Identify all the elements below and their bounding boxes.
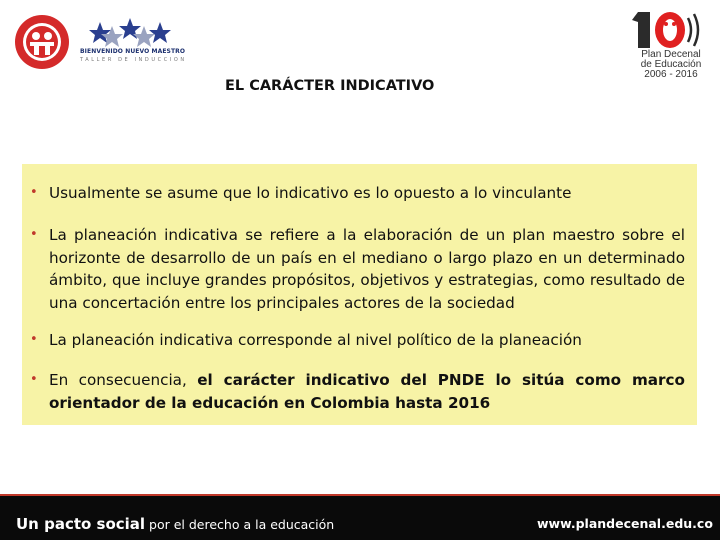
plan-line-1: Plan Decenal — [641, 49, 701, 60]
bullet-text: La planeación indicativa se refiere a la elaboración de un plan maestro sobre el horizonte de desarrollo de un país en el mediano o largo plazo en un determinado ámbito, que incluye grandes propósitos, objetivos y estrategias, como resultado de una concertación entre los principales actores de la sociedad — [49, 226, 685, 312]
bullet-item — [30, 224, 685, 314]
bullet-text-bold: el carácter indicativo del PNDE lo sitúa como marco orientador de la educación en Colombia hasta 2016 — [49, 371, 685, 412]
plan-decenal-text — [630, 50, 712, 80]
bullet-icon: • — [30, 332, 38, 347]
bullet-item — [30, 182, 685, 205]
plan-line-3: 2006 - 2016 — [644, 69, 698, 80]
bullet-text: La planeación indicativa corresponde al nivel político de la planeación — [49, 331, 582, 349]
footer-slogan-bold: Un pacto social — [16, 515, 146, 533]
bullet-icon: • — [30, 185, 38, 200]
bnm-title: BIENVENIDO NUEVO MAESTRO — [80, 48, 186, 55]
bullet-item — [30, 329, 685, 352]
bullet-text — [30, 369, 685, 414]
footer-url-link[interactable]: www.plandecenal.edu.co — [537, 516, 713, 531]
red-circular-seal-icon — [14, 14, 70, 70]
bnm-subtitle: TALLER DE INDUCCION — [80, 57, 187, 63]
slide-title: EL CARÁCTER INDICATIVO — [225, 78, 435, 94]
footer-slogan-rest: por el derecho a la educación — [145, 517, 335, 532]
bullet-item — [30, 369, 685, 414]
bullet-icon: • — [30, 227, 38, 242]
footer-slogan — [16, 514, 334, 533]
bullet-text-plain: En consecuencia, — [49, 371, 198, 389]
plan-line-2: de Educación — [640, 59, 702, 70]
bullet-icon: • — [30, 372, 38, 387]
bullet-text: Usualmente se asume que lo indicativo es lo opuesto a lo vinculante — [49, 184, 572, 202]
